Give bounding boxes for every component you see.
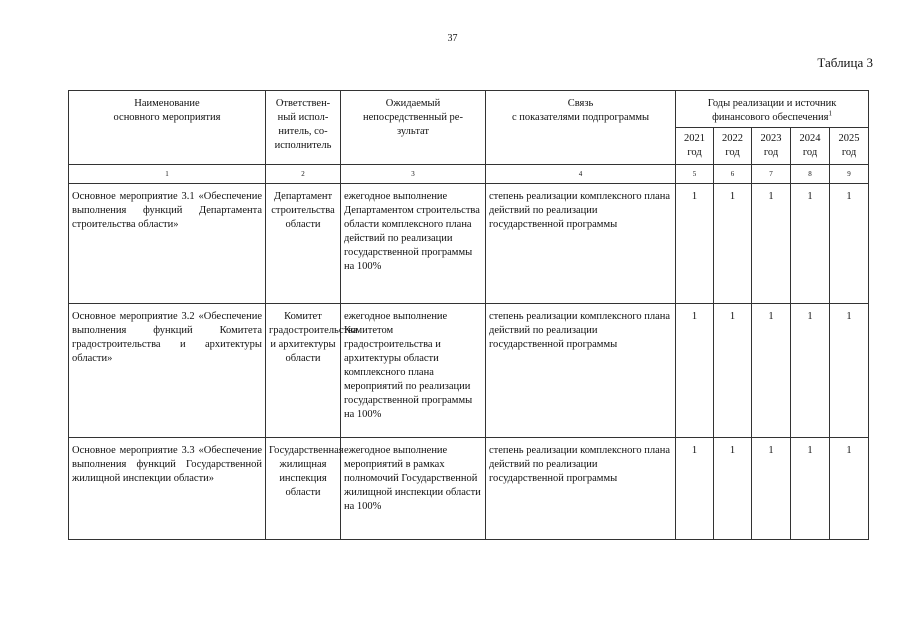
- measure-name: Основное мероприятие 3.3 «Обеспечение выполнения функций Государственной жилищной инспекции области»: [69, 438, 266, 540]
- measure-result: ежегодное выполнение мероприятий в рамках полномочий Государственной жилищной инспекции области на 100%: [341, 438, 486, 540]
- table-row: [69, 304, 869, 438]
- header-name-line: основного мероприятия: [113, 112, 221, 123]
- measures-table: [68, 90, 869, 540]
- column-number: 1: [69, 165, 266, 184]
- header-result-line: Ожидаемый: [385, 98, 441, 109]
- header-executor-line: ный испол-: [277, 112, 329, 123]
- column-number: 8: [791, 165, 830, 184]
- measure-link: степень реализации комплексного плана действий по реализации государственной программы: [486, 184, 676, 304]
- year-value: 1: [791, 438, 830, 540]
- measure-executor: Комитет градостроительства и архитектуры области: [266, 304, 341, 438]
- year-value: 1: [752, 184, 791, 304]
- header-executor-line: нитель, со-: [278, 126, 328, 137]
- header-year: 2021 год: [676, 128, 714, 165]
- table-label: Таблица 3: [817, 55, 873, 70]
- header-executor-line: Ответствен-: [275, 98, 331, 109]
- header-row: [69, 91, 869, 128]
- header-year: 2024 год: [791, 128, 830, 165]
- year-value: 1: [714, 438, 752, 540]
- header-name: [69, 91, 266, 165]
- year-value: 1: [714, 184, 752, 304]
- header-executor: [266, 91, 341, 165]
- header-years-line: Годы реализации и источник: [707, 98, 837, 109]
- table-row: [69, 438, 869, 540]
- column-number: 7: [752, 165, 791, 184]
- header-years-line: финансового обеспечения: [712, 112, 829, 123]
- year-value: 1: [791, 304, 830, 438]
- header-link-line: Связь: [567, 98, 594, 109]
- year-value: 1: [791, 184, 830, 304]
- measure-name: Основное мероприятие 3.1 «Обеспечение выполнения функций Департамента строительства области»: [69, 184, 266, 304]
- column-number: 9: [830, 165, 869, 184]
- column-number: 5: [676, 165, 714, 184]
- year-value: 1: [676, 184, 714, 304]
- column-number: 2: [266, 165, 341, 184]
- header-year: 2022 год: [714, 128, 752, 165]
- year-value: 1: [676, 438, 714, 540]
- page-number: 37: [447, 33, 458, 44]
- header-link-line: с показателями подпрограммы: [511, 112, 650, 123]
- header-year: 2023 год: [752, 128, 791, 165]
- footnote-mark: 1: [828, 109, 832, 118]
- header-year: 2025 год: [830, 128, 869, 165]
- year-value: 1: [752, 304, 791, 438]
- header-link: [486, 91, 676, 165]
- column-number: 3: [341, 165, 486, 184]
- year-value: 1: [830, 438, 869, 540]
- measure-result: ежегодное выполнение Департаментом строительства области комплексного плана действий по реализации государственной программы на 100%: [341, 184, 486, 304]
- table-row: [69, 184, 869, 304]
- year-value: 1: [830, 304, 869, 438]
- year-value: 1: [752, 438, 791, 540]
- header-executor-line: исполнитель: [274, 140, 332, 151]
- measure-link: степень реализации комплексного плана действий по реализации государственной программы: [486, 438, 676, 540]
- year-value: 1: [830, 184, 869, 304]
- column-number: 4: [486, 165, 676, 184]
- measure-link: степень реализации комплексного плана действий по реализации государственной программы: [486, 304, 676, 438]
- measure-executor: Государственная жилищная инспекция области: [266, 438, 341, 540]
- column-numbers-row: [69, 165, 869, 184]
- header-result: [341, 91, 486, 165]
- year-value: 1: [676, 304, 714, 438]
- measure-executor: Департамент строительства области: [266, 184, 341, 304]
- column-number: 6: [714, 165, 752, 184]
- header-years: [676, 91, 869, 128]
- header-name-line: Наименование: [134, 98, 200, 109]
- measure-name: Основное мероприятие 3.2 «Обеспечение выполнения функций Комитета градостроительства и архитектуры области»: [69, 304, 266, 438]
- header-result-line: непосредственный ре-: [363, 112, 463, 123]
- year-value: 1: [714, 304, 752, 438]
- header-result-line: зультат: [396, 126, 430, 137]
- measure-result: ежегодное выполнение Комитетом градостроительства и архитектуры области комплексного плана мероприятий по реализации государственной программы на 100%: [341, 304, 486, 438]
